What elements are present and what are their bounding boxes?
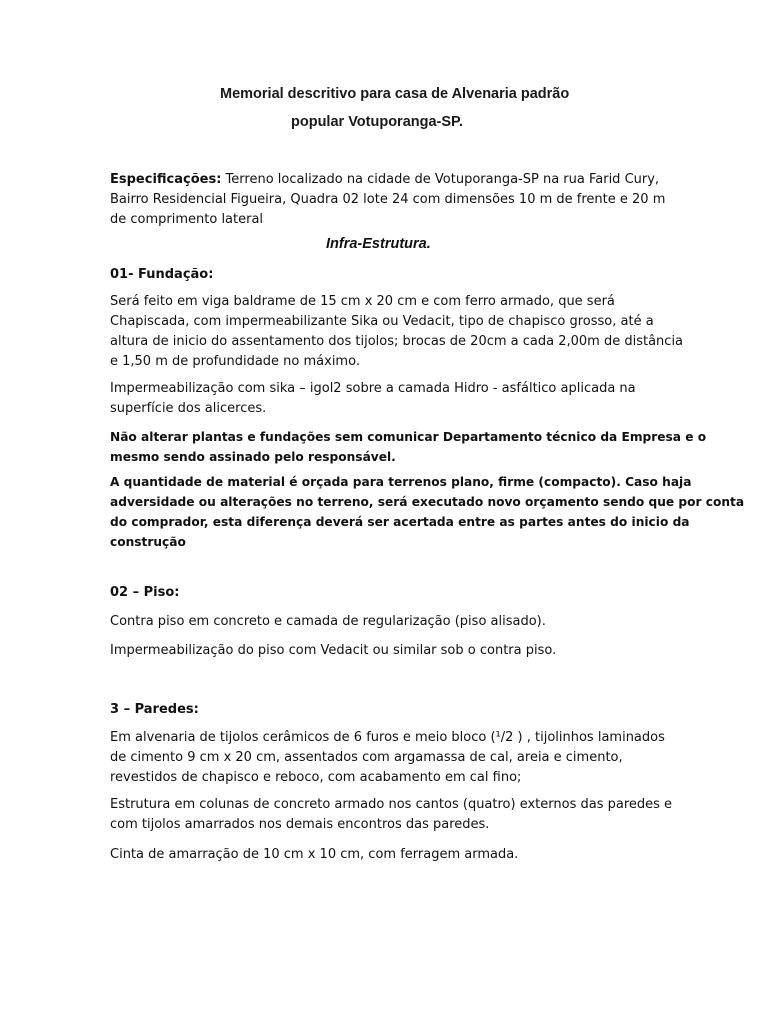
document-title-line-2: popular Votuporanga-SP.: [291, 114, 463, 130]
paredes-paragraph-2: [110, 795, 673, 835]
text-line: do comprador, esta diferença deverá ser acertada entre as partes antes do inicio da: [110, 515, 690, 529]
text-line: mesmo sendo assinado pelo responsável.: [110, 450, 396, 464]
specifications-line: Terreno localizado na cidade de Votuporanga-SP na rua Farid Cury,: [221, 172, 660, 187]
infra-estrutura-heading: Infra-Estrutura.: [326, 236, 431, 252]
text-line: revestidos de chapisco e reboco, com acabamento em cal fino;: [110, 770, 522, 785]
text-line: Não alterar plantas e fundações sem comunicar Departamento técnico da Empresa e o: [110, 430, 707, 444]
fundacao-notice: [110, 472, 745, 552]
piso-line-1: Contra piso em concreto e camada de regularização (piso alisado).: [110, 614, 546, 629]
text-line: de cimento 9 cm x 20 cm, assentados com argamassa de cal, areia e cimento,: [110, 750, 623, 765]
document-title-line-1: Memorial descritivo para casa de Alvenaria padrão: [220, 86, 570, 102]
text-line: e 1,50 m de profundidade no máximo.: [110, 354, 360, 369]
specifications-line: Bairro Residencial Figueira, Quadra 02 lote 24 com dimensões 10 m de frente e 20 m: [110, 192, 666, 207]
piso-heading: 02 – Piso:: [110, 585, 180, 600]
fundacao-heading: 01- Fundação:: [110, 267, 214, 282]
specifications-line: de comprimento lateral: [110, 212, 264, 227]
text-line: Será feito em viga baldrame de 15 cm x 20 cm e com ferro armado, que será: [110, 294, 615, 309]
specifications-paragraph: [110, 170, 670, 230]
text-line: Chapiscada, com impermeabilizante Sika ou Vedacit, tipo de chapisco grosso, até a: [110, 314, 654, 329]
specifications-label: Especificações:: [110, 172, 222, 187]
text-line: altura de inicio do assentamento dos tijolos; brocas de 20cm a cada 2,00m de distância: [110, 334, 684, 349]
text-line: adversidade ou alterações no terreno, será executado novo orçamento sendo que por conta: [110, 495, 745, 509]
text-line: Em alvenaria de tijolos cerâmicos de 6 furos e meio bloco (¹/2 ) , tijolinhos laminados: [110, 730, 665, 745]
text-line: A quantidade de material é orçada para terrenos plano, firme (compacto). Caso haja: [110, 475, 692, 489]
paredes-heading: 3 – Paredes:: [110, 702, 199, 717]
text-line: com tijolos amarrados nos demais encontros das paredes.: [110, 817, 490, 832]
fundacao-warning: [110, 427, 707, 467]
piso-line-2: Impermeabilização do piso com Vedacit ou similar sob o contra piso.: [110, 643, 557, 658]
text-line: construção: [110, 535, 186, 549]
fundacao-paragraph-2: [110, 379, 670, 419]
fundacao-paragraph-1: [110, 292, 684, 372]
text-line: superfície dos alicerces.: [110, 401, 267, 416]
paredes-line-3: Cinta de amarração de 10 cm x 10 cm, com ferragem armada.: [110, 847, 519, 862]
text-line: Estrutura em colunas de concreto armado nos cantos (quatro) externos das paredes e: [110, 797, 673, 812]
text-line: Impermeabilização com sika – igol2 sobre a camada Hidro - asfáltico aplicada na: [110, 381, 636, 396]
paredes-paragraph-1: [110, 728, 670, 788]
